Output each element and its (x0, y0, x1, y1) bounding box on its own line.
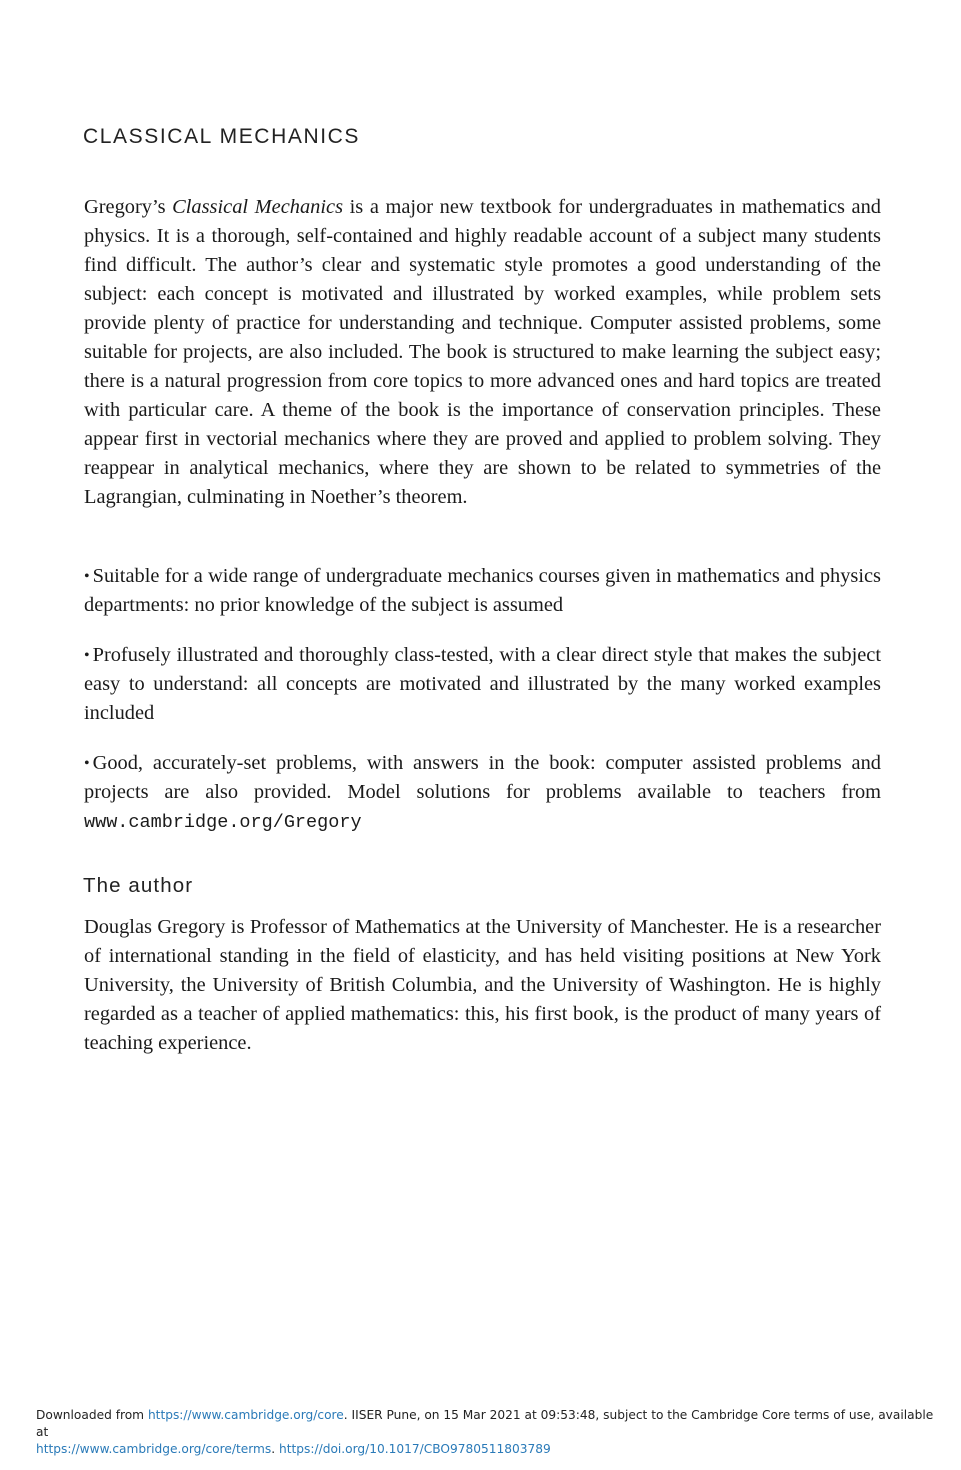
bullet-text: Profusely illustrated and thoroughly class-tested, with a clear direct style that makes the subject easy to understand: all concepts are motivated and illustrated by the many worked examples included (84, 644, 881, 724)
author-possessive: Gregory’s (84, 196, 173, 218)
footer-prefix: Downloaded from (36, 1408, 148, 1422)
terms-link[interactable]: https://www.cambridge.org/core/terms (36, 1442, 272, 1456)
feature-bullet (84, 641, 881, 728)
solutions-url: www.cambridge.org/Gregory (84, 812, 362, 833)
bullet-icon: • (84, 568, 90, 585)
page-title: CLASSICAL MECHANICS (83, 125, 361, 148)
bullet-text: Suitable for a wide range of undergraduate mechanics courses given in mathematics and physics departments: no prior knowledge of the subject is assumed (84, 565, 881, 616)
description-text: is a major new textbook for undergraduates in mathematics and physics. It is a thorough, self-contained and highly readable account of a subject many students find difficult. The author’s clear and systematic style promotes a good understanding of the subject: each concept is motivated and illustrated by worked examples, while problem sets provide plenty of practice for understanding and technique. Computer assisted problems, some suitable for projects, are also included. The book is structured to make learning the subject easy; there is a natural progression from core topics to more advanced ones and hard topics are treated with particular care. A theme of the book is the importance of conservation principles. These appear first in vectorial mechanics where they are proved and applied to problem solving. They reappear in analytical mechanics, where they are shown to be related to symmetries of the Lagrangian, culminating in Noether’s theorem. (84, 196, 881, 508)
author-bio: Douglas Gregory is Professor of Mathematics at the University of Manchester. He is a researcher of international standing in the field of elasticity, and has held visiting positions at New York University, the University of British Columbia, and the University of Washington. He is highly regarded as a teacher of applied mathematics: this, his first book, is the product of many years of teaching experience. (84, 916, 881, 1054)
doi-link[interactable]: https://doi.org/10.1017/CBO9780511803789 (279, 1442, 551, 1456)
bullet-text: Good, accurately-set problems, with answers in the book: computer assisted problems and projects are also provided. Model solutions for problems available to teachers from (84, 752, 881, 803)
footer-separator: . (271, 1442, 280, 1456)
book-description (84, 193, 881, 512)
feature-bullet (84, 562, 881, 620)
book-title: Classical Mechanics (172, 196, 343, 218)
footer-middle: . IISER Pune, on 15 Mar 2021 at 09:53:48, subject to the Cambridge Core terms of use, available at (36, 1408, 934, 1439)
download-footer (36, 1407, 936, 1458)
feature-bullet (84, 749, 881, 837)
author-heading: The author (83, 874, 194, 897)
bullet-icon: • (84, 647, 90, 664)
cambridge-core-link[interactable]: https://www.cambridge.org/core (147, 1408, 344, 1422)
bullet-icon: • (84, 755, 90, 772)
